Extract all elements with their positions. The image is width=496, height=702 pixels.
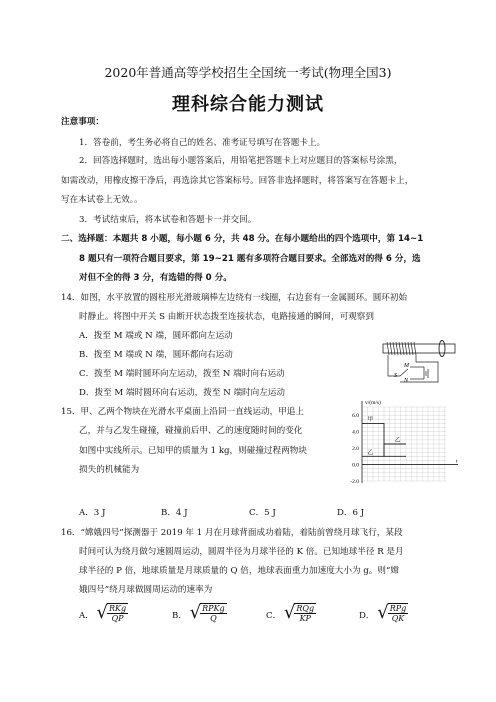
q16-c-numerator: RQg — [296, 604, 315, 613]
q15-option-d: D．6 J — [337, 508, 365, 518]
notes-heading: 注意事项： — [61, 117, 104, 127]
q15-option-c: C．5 J — [249, 508, 276, 518]
q16-a-denominator: QP — [111, 614, 124, 623]
notes-item-3: 3．考试结束后，将本试卷和答题卡一并交回。 — [79, 215, 257, 225]
notes-item-2-line-3: 写在本试卷上无效。。 — [61, 195, 143, 205]
q16-b-denominator: Q — [210, 614, 217, 623]
series-label: 乙 — [367, 449, 374, 456]
q16-stem-line-1: 16．“嫦娥四号”探测器于 2019 年 1 月在月球背面成功着陆，着陆前曾绕月球飞行，某段 — [61, 528, 403, 538]
q14-option-d: D．拨至 M 端时圆环向右运动，拨至 N 端时向左运动 — [79, 388, 286, 398]
q16-b-numerator: RPKg — [202, 604, 225, 613]
q15-stem-line-1: 15．甲、乙两个物块在光滑水平桌面上沿同一直线运动，甲追上 — [61, 407, 304, 417]
y-tick-label: 0.0 — [352, 462, 359, 469]
x-axis-label: t — [456, 458, 458, 465]
velocity-time-chart — [340, 397, 462, 487]
label-m: M — [404, 363, 409, 369]
q16-c-denominator: KP — [299, 614, 311, 623]
q16-option-d-letter: D． — [359, 611, 375, 621]
q15-option-a: A．3 J — [79, 508, 106, 518]
notes-item-2-line-2: 如需改动，用橡皮擦干净后，再选涂其它答案标号。回答非选择题时，将答案写在答题卡上， — [61, 176, 414, 186]
q15-stem-line-2: 乙，并与乙发生碰撞，碰撞前后甲、乙的速度随时间的变化 — [79, 426, 303, 436]
q16-option-d: D． √ $\frac{\text{RPg}}{QK}$ — [359, 602, 407, 623]
q16-a-numerator: RKg — [109, 604, 127, 613]
q16-option-a-letter: A． — [79, 611, 94, 621]
q15-option-b: B．4 J — [161, 508, 188, 518]
q15-stem-line-4: 损失的机械能为 — [79, 465, 140, 475]
notes-item-2-line-1: 2．回答选择题时，选出每小题答案后，用铅笔把答题卡上对应题目的答案标号涂黑， — [79, 156, 403, 166]
q14-option-a: A．拨至 M 端或 N 端，圆环都向左运动 — [79, 331, 233, 341]
subject-title: 理科综合能力测试 — [172, 94, 324, 115]
q14-option-c: C．拨至 M 端时圆环向左运动，拨至 N 端时向右运动 — [79, 369, 285, 379]
section-header-line-3: 对但不全的得 3 分，有选错的得 0 分。 — [79, 273, 232, 283]
y-axis-label: v/(m/s) — [365, 400, 381, 406]
q16-stem-line-3: 球半径的 P 倍，地球质量是月球质量的 Q 倍，地球表面重力加速度大小为 g。则“嫦 — [79, 566, 399, 576]
y-tick-label: 2.0 — [352, 446, 359, 453]
series-label: 乙 — [395, 437, 401, 444]
q14-option-b: B．拨至 M 端或 N 端，圆环都向右运动 — [79, 350, 233, 360]
q16-d-numerator: RPg — [389, 604, 407, 613]
metal-ring — [439, 341, 445, 357]
q14-stem-line-1: 14．如图，水平放置的圆柱形光滑玻璃棒左边绕有一线圈，右边套有一金属圆环。圆环初始 — [61, 293, 408, 303]
exam-title: 2020年普通高等学校招生全国统一考试(物理全国3) — [104, 65, 392, 80]
q16-stem-line-4: 娥四号”绕月球做圆周运动的速率为 — [79, 585, 213, 595]
section-header-line-2: 8 题只有一项符合题目要求，第 19~21 题有多项符合题目要求。全部选对的得 6 分，选 — [79, 254, 421, 264]
label-s: S — [394, 373, 397, 379]
q16-option-b: B． √ $\frac{\text{RPKg}}{Q}$ — [172, 602, 225, 623]
q16-d-denominator: QK — [391, 614, 405, 623]
label-n: N — [404, 378, 409, 384]
q15-stem-line-3: 如图中实线所示。已知甲的质量为 1 kg，则碰撞过程两物块 — [79, 446, 307, 456]
q16-option-c: C． √ $\frac{\text{RQg}}{KP}$ — [266, 602, 315, 623]
y-tick-label: -2.0 — [350, 479, 359, 485]
notes-item-1: 1．答卷前，考生务必将自己的姓名、准考证号填写在答题卡上。 — [79, 138, 326, 148]
y-tick-label: 6.0 — [352, 413, 359, 420]
coil-ring-figure — [380, 336, 458, 386]
q16-option-b-letter: B． — [172, 611, 187, 621]
q16-option-a: A． √ $\frac{\text{RKg}}{QP}$ — [79, 602, 127, 623]
y-tick-label: 4.0 — [352, 429, 359, 436]
series-label: 甲 — [367, 416, 374, 423]
q14-stem-line-2: 时静止。将图中开关 S 由断开状态拨至连接状态，电路接通的瞬间，可观察到 — [79, 312, 374, 322]
q16-stem-line-2: 时间可认为绕月做匀速圆周运动，圆周半径为月球半径的 K 倍。已知地球半径 R 是月 — [79, 547, 404, 557]
q16-option-c-letter: C． — [266, 611, 282, 621]
q15-options — [79, 508, 364, 519]
section-header-line-1: 二、选择题：本题共 8 小题，每小题 6 分，共 48 分。在每小题给出的四个选项中，第 14~1 — [61, 234, 424, 244]
